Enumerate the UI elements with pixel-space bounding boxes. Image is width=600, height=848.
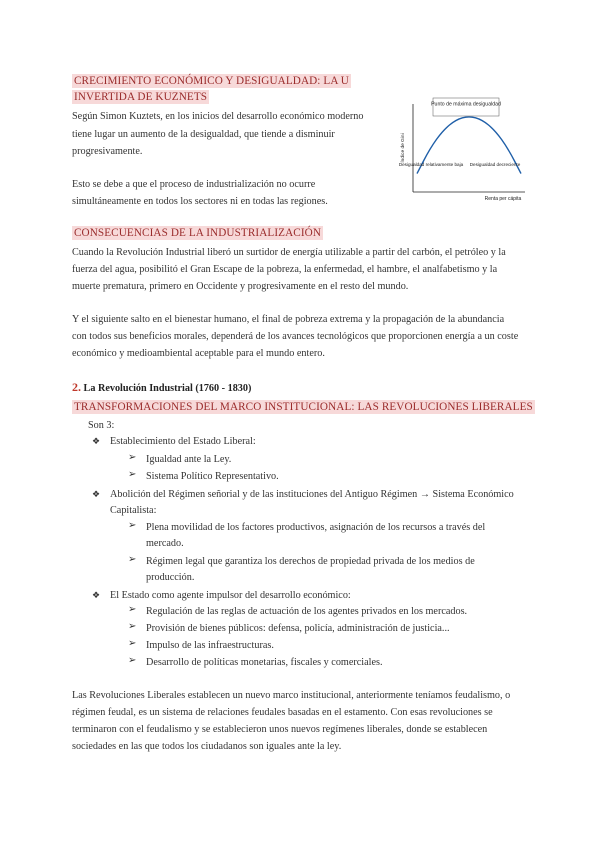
list-item-1: Establecimiento del Estado Liberal:: [110, 436, 256, 447]
list-item-2-sub2-line1: Régimen legal que garantiza los derechos de propiedad privada de los medios de: [146, 556, 475, 567]
closing-line2: régimen feudal, es un sistema de relaciones feudales basadas en el estamento. Con esas revoluciones se: [72, 707, 493, 718]
section-title: [72, 379, 251, 397]
heading-transformaciones: TRANSFORMACIONES DEL MARCO INSTITUCIONAL: LAS REVOLUCIONES LIBERALES: [74, 401, 533, 413]
chart-ylabel: Índice de Gini: [401, 133, 406, 163]
kuznets-text-line2: tiene lugar un aumento de la desigualdad, que tiende a disminuir: [72, 129, 335, 140]
list-intro: Son 3:: [88, 420, 115, 431]
industrialization-text-line1: Esto se debe a que el proceso de industrialización no ocurre: [72, 179, 316, 190]
chart-left-annotation: Desigualdad relativamente baja: [398, 162, 464, 167]
diamond-bullet-icon: ❖: [92, 591, 101, 601]
list-item-2-sub1-line2: mercado.: [146, 538, 184, 549]
consequences-p1-line1: Cuando la Revolución Industrial liberó un surtidor de energía utilizable a partir del carbón, el petróleo y la: [72, 247, 506, 258]
heading-consecuencias: CONSECUENCIAS DE LA INDUSTRIALIZACIÓN: [74, 227, 322, 239]
list-item-1-sub2: Sistema Político Representativo.: [146, 471, 279, 482]
diamond-bullet-icon: ❖: [92, 490, 101, 500]
arrow-bullet-icon: ➢: [128, 655, 137, 666]
consequences-p2-line1: Y el siguiente salto en el bienestar humano, el final de pobreza extrema y la propagación de la abundancia: [72, 314, 505, 325]
industrialization-text-line2: simultáneamente en todos los sectores ni en todas las regiones.: [72, 196, 328, 207]
list-item-2-sub2-line2: producción.: [146, 572, 195, 583]
arrow-bullet-icon: ➢: [128, 452, 137, 463]
chart-right-annotation: Desigualdad decreciente: [469, 162, 521, 167]
list-item-1-sub1: Igualdad ante la Ley.: [146, 454, 232, 465]
list-item-3-sub1: Regulación de las reglas de actuación de los agentes privados en los mercados.: [146, 606, 468, 617]
kuznets-curve-chart: [393, 96, 529, 204]
heading-kuznets-line2: INVERTIDA DE KUZNETS: [74, 91, 208, 103]
list-item-2-line1: Abolición del Régimen señorial y de las instituciones del Antiguo Régimen → Sistema Económico: [110, 489, 514, 500]
closing-line1: Las Revoluciones Liberales establecen un nuevo marco institucional, anteriormente teníamos feudalismo, o: [72, 690, 511, 701]
list-item-3: El Estado como agente impulsor del desarrollo económico:: [110, 590, 351, 601]
section-number: 2.: [72, 380, 81, 394]
diamond-bullet-icon: ❖: [92, 437, 101, 447]
closing-line3: terminaron con el feudalismo y se establecieron unos nuevos regímenes liberales, donde se establecen: [72, 724, 488, 735]
consequences-p1-line3: muerte prematura, primero en Occidente y progresivamente en el resto del mundo.: [72, 281, 409, 292]
arrow-bullet-icon: ➢: [128, 469, 137, 480]
heading-kuznets-line1: CRECIMIENTO ECONÓMICO Y DESIGUALDAD: LA U: [74, 75, 349, 87]
arrow-bullet-icon: ➢: [128, 520, 137, 531]
chart-peak-label: Punto de máxima desigualdad: [431, 101, 501, 108]
list-item-2-sub1-line1: Plena movilidad de los factores productivos, asignación de los recursos a través del: [146, 522, 486, 533]
consequences-p2-line2: con todos sus beneficios morales, dependerá de los avances tecnológicos que proporcionen energía a un coste: [72, 331, 519, 342]
arrow-bullet-icon: ➢: [128, 554, 137, 565]
arrow-bullet-icon: ➢: [128, 604, 137, 615]
consequences-p2-line3: económico y medioambiental aceptable para el mundo entero.: [72, 348, 325, 359]
arrow-bullet-icon: ➢: [128, 621, 137, 632]
kuznets-text-line3: progresivamente.: [72, 146, 143, 157]
list-item-3-sub4: Desarrollo de políticas monetarias, fiscales y comerciales.: [146, 657, 383, 668]
kuznets-text-line1: Según Simon Kuztets, en los inicios del desarrollo económico moderno: [72, 111, 364, 122]
consequences-p1-line2: fuerza del agua, posibilitó el Gran Escape de la pobreza, la enfermedad, el hambre, el analfabetismo y la: [72, 264, 498, 275]
list-item-3-sub2: Provisión de bienes públicos: defensa, policía, administración de justicia...: [146, 623, 450, 634]
chart-xlabel: Renta per cápita: [484, 196, 522, 202]
list-item-3-sub3: Impulso de las infraestructuras.: [146, 640, 274, 651]
arrow-bullet-icon: ➢: [128, 638, 137, 649]
closing-line4: sociedades en las que todos los ciudadanos son iguales ante la ley.: [72, 741, 342, 752]
section-title-text: La Revolución Industrial (1760 - 1830): [83, 383, 252, 394]
list-item-2-line2: Capitalista:: [110, 505, 157, 516]
